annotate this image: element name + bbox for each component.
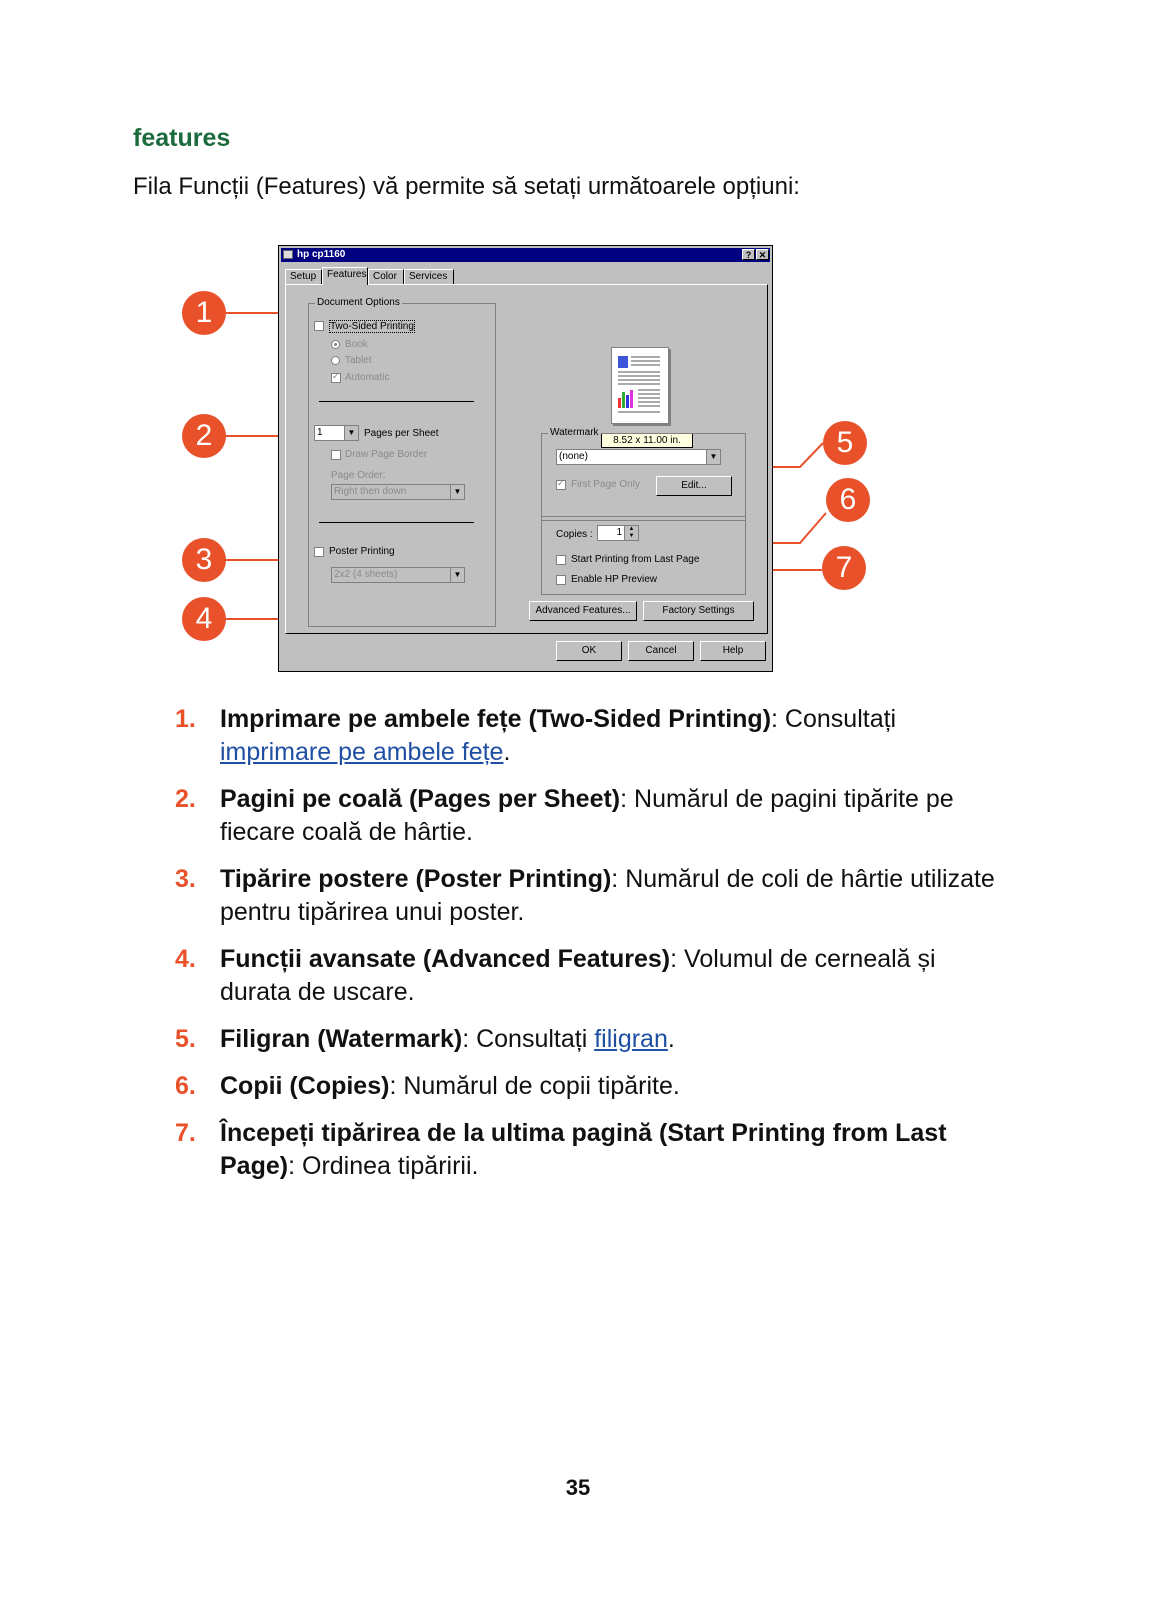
item-number: 7. <box>175 1119 196 1147</box>
item-number: 3. <box>175 865 196 893</box>
page-preview <box>611 347 669 424</box>
item-text: Numărul de coli de hârtie utilizate pentru tipărirea unui poster. <box>220 865 995 926</box>
item-separator: : <box>389 1072 404 1100</box>
watermark-link[interactable]: filigran <box>594 1025 668 1053</box>
callout-badge-2: 2 <box>182 414 226 458</box>
divider-2 <box>319 522 474 523</box>
two-sided-checkbox[interactable] <box>314 321 324 331</box>
list-item <box>175 1070 1005 1103</box>
printer-icon <box>283 250 293 259</box>
watermark-select[interactable] <box>556 449 721 465</box>
help-button[interactable]: Help <box>700 641 766 661</box>
item-separator: : <box>670 945 685 973</box>
factory-settings-button[interactable]: Factory Settings <box>643 601 754 621</box>
two-sided-label: Two-Sided Printing <box>330 321 414 332</box>
list-item <box>175 783 1005 849</box>
page-order-label: Page Order: <box>331 470 386 481</box>
divider-1 <box>319 401 474 402</box>
start-last-page-label: Start Printing from Last Page <box>571 554 700 565</box>
draw-page-border-checkbox[interactable] <box>331 450 341 460</box>
poster-size-select[interactable] <box>331 567 465 583</box>
feature-list <box>175 703 1005 1197</box>
chevron-down-icon: ▼ <box>344 426 358 440</box>
item-number: 1. <box>175 705 196 733</box>
item-after: . <box>667 1025 675 1053</box>
chevron-down-icon: ▼ <box>450 568 464 582</box>
paper-size-indicator: 8.52 x 11.00 in. <box>601 433 693 448</box>
automatic-label: Automatic <box>345 372 390 383</box>
book-label: Book <box>345 339 368 350</box>
tablet-radio[interactable] <box>331 356 340 365</box>
callout-badge-5: 5 <box>823 421 867 465</box>
item-number: 6. <box>175 1072 196 1100</box>
list-item <box>175 1117 1005 1183</box>
tab-services[interactable]: Services <box>404 269 454 284</box>
close-title-button[interactable]: ✕ <box>756 249 769 260</box>
callout-badge-4: 4 <box>182 597 226 641</box>
pages-per-sheet-select[interactable] <box>314 425 359 441</box>
tab-features[interactable]: Features <box>322 267 368 285</box>
item-term: Pagini pe coală (Pages per Sheet) <box>220 785 621 813</box>
ok-button[interactable]: OK <box>556 641 622 661</box>
poster-size-value: 2x2 (4 sheets) <box>334 569 398 580</box>
page-order-select[interactable] <box>331 484 465 500</box>
list-item <box>175 1023 1005 1056</box>
section-heading: features <box>133 124 231 152</box>
pages-per-sheet-value: 1 <box>317 427 323 438</box>
item-text: Consultați <box>476 1025 595 1053</box>
list-item <box>175 703 1005 769</box>
item-text: Numărul de copii tipărite. <box>403 1072 680 1100</box>
printer-properties-dialog <box>278 245 773 672</box>
page-number: 35 <box>565 1475 591 1500</box>
chevron-down-icon: ▼ <box>706 450 720 464</box>
list-item <box>175 943 1005 1009</box>
item-text: Numărul de pagini tipărite pe fiecare coală de hârtie. <box>220 785 954 846</box>
cancel-button[interactable]: Cancel <box>628 641 694 661</box>
item-separator: : <box>611 865 626 893</box>
enable-preview-label: Enable HP Preview <box>571 574 657 585</box>
item-text: Ordinea tipăririi. <box>302 1152 479 1180</box>
page-order-value: Right then down <box>334 486 407 497</box>
copies-spinner[interactable] <box>597 525 639 541</box>
tab-setup[interactable]: Setup <box>285 269 322 284</box>
chevron-down-icon: ▼ <box>450 485 464 499</box>
watermark-label: Watermark <box>550 427 599 438</box>
draw-page-border-label: Draw Page Border <box>345 449 428 460</box>
callout-badge-3: 3 <box>182 538 226 582</box>
automatic-checkbox[interactable] <box>331 373 341 383</box>
enable-preview-checkbox[interactable] <box>556 575 566 585</box>
item-term: Începeți tipărirea de la ultima pagină (Start Printing from Last Page) <box>220 1119 947 1180</box>
features-panel <box>285 284 768 634</box>
item-term: Tipărire postere (Poster Printing) <box>220 865 612 893</box>
callout-badge-1: 1 <box>182 291 226 335</box>
spinner-arrows-icon[interactable]: ▲ ▼ <box>624 526 638 540</box>
item-number: 5. <box>175 1025 196 1053</box>
book-radio[interactable] <box>331 340 340 349</box>
dialog-titlebar <box>281 248 770 262</box>
document-options-label: Document Options <box>317 297 400 308</box>
tab-color[interactable]: Color <box>368 269 404 284</box>
watermark-value: (none) <box>559 451 588 462</box>
poster-printing-label: Poster Printing <box>329 546 395 557</box>
intro-text: Fila Funcții (Features) vă permite să setați următoarele opțiuni: <box>133 173 800 200</box>
help-title-button[interactable]: ? <box>742 249 755 260</box>
item-term: Funcții avansate (Advanced Features) <box>220 945 671 973</box>
callout-badge-6: 6 <box>826 478 870 522</box>
item-term: Copii (Copies) <box>220 1072 390 1100</box>
start-last-page-checkbox[interactable] <box>556 555 566 565</box>
item-number: 4. <box>175 945 196 973</box>
item-term: Filigran (Watermark) <box>220 1025 463 1053</box>
copies-label: Copies : <box>556 529 593 540</box>
dialog-title: hp cp1160 <box>297 249 346 260</box>
item-term: Imprimare pe ambele fețe (Two-Sided Printing) <box>220 705 772 733</box>
tablet-label: Tablet <box>345 355 372 366</box>
item-separator: : <box>620 785 635 813</box>
advanced-features-button[interactable]: Advanced Features... <box>529 601 637 621</box>
list-item <box>175 863 1005 929</box>
two-sided-link[interactable]: imprimare pe ambele fețe <box>220 738 504 766</box>
item-separator: : <box>462 1025 477 1053</box>
item-separator: : <box>771 705 785 733</box>
watermark-edit-button[interactable]: Edit... <box>656 476 732 496</box>
item-text: Volumul de cerneală și durata de uscare. <box>220 945 936 1006</box>
item-after: . <box>503 738 511 766</box>
pages-per-sheet-label: Pages per Sheet <box>364 428 439 439</box>
callout-badge-7: 7 <box>822 546 866 590</box>
item-text: Consultați <box>784 705 897 733</box>
poster-printing-checkbox[interactable] <box>314 547 324 557</box>
copies-value: 1 <box>616 527 622 538</box>
page-preview-icon <box>612 348 668 423</box>
first-page-only-checkbox[interactable] <box>556 480 566 490</box>
item-separator: : <box>288 1152 302 1180</box>
item-number: 2. <box>175 785 196 813</box>
first-page-only-label: First Page Only <box>571 479 640 490</box>
